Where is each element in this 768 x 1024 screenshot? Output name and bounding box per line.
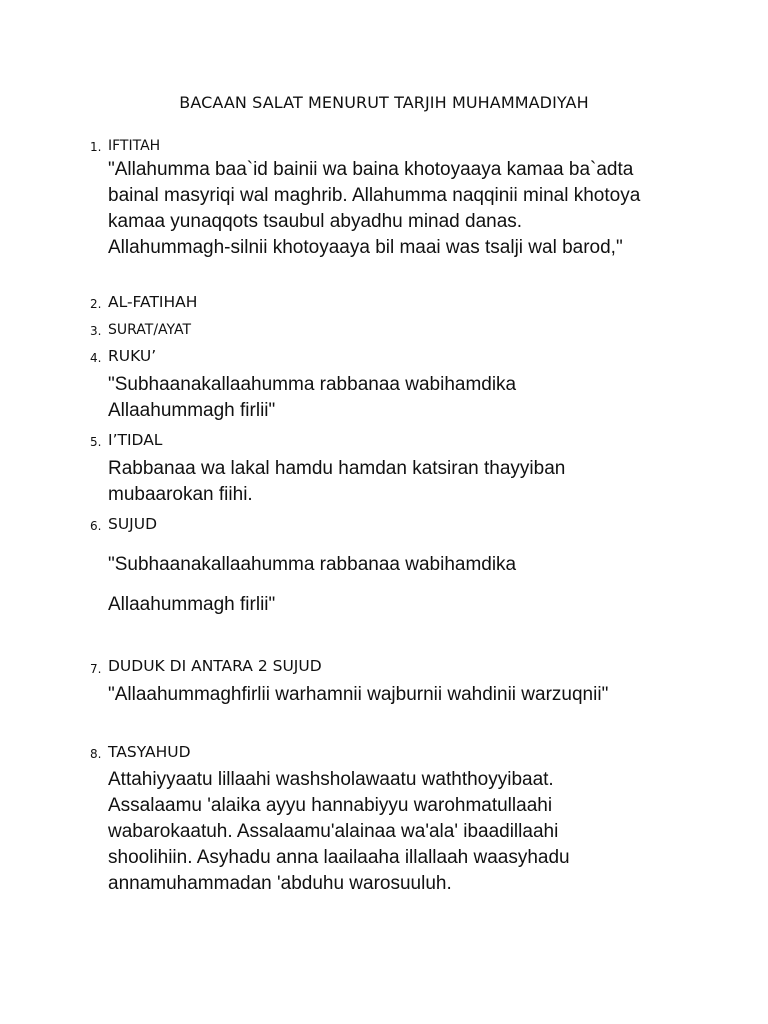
item-text-ruku: "Subhaanakallaahumma rabbanaa wabihamdika Allaahummagh firlii": [108, 374, 517, 421]
item-number: 4.: [90, 351, 102, 365]
item-heading-al-fatihah: AL-FATIHAH: [108, 293, 198, 311]
item-number: 1.: [90, 140, 102, 154]
item-text-duduk: "Allaahummaghfirlii warhamnii wajburnii wahdinii warzuqnii": [108, 684, 609, 705]
item-heading-surat-ayat: SURAT/AYAT: [108, 322, 192, 338]
item-heading-ruku: RUKU’: [108, 347, 157, 365]
item-number: 3.: [90, 324, 102, 338]
item-text-sujud-line2: Allaahummagh firlii": [108, 594, 276, 615]
item-number: 6.: [90, 519, 102, 533]
item-text-iftitah: "Allahumma baa`id bainii wa baina khotoyaaya kamaa ba`adta bainal masyriqi wal maghrib. Allahumma naqqinii minal khotoya kamaa yunaqqots tsaubul abyadhu minad danas. Allahummagh-silnii khotoyaaya bil maai was tsalji wal barod,": [108, 159, 641, 258]
item-number: 8.: [90, 747, 102, 761]
item-text-tasyahud: Attahiyyaatu lillaahi washsholawaatu waththoyyibaat. Assalaamu 'alaika ayyu hannabiyyu warohmatullaahi wabarokaatuh. Assalaamu'alainaa wa'ala' ibaadillaahi shoolihiin. Asyhadu anna laailaaha illallaah waasyhadu annamuhammadan 'abduhu warosuuluh.: [108, 769, 570, 894]
item-number: 2.: [90, 297, 102, 311]
item-heading-iftitah: IFTITAH: [108, 138, 161, 154]
item-number: 5.: [90, 435, 102, 449]
item-number: 7.: [90, 662, 102, 676]
item-heading-sujud: SUJUD: [108, 515, 158, 533]
item-text-itidal: Rabbanaa wa lakal hamdu hamdan katsiran thayyiban mubaarokan fiihi.: [108, 458, 566, 505]
item-heading-duduk: DUDUK DI ANTARA 2 SUJUD: [108, 657, 322, 675]
document-title: BACAAN SALAT MENURUT TARJIH MUHAMMADIYAH: [179, 93, 589, 112]
item-heading-tasyahud: TASYAHUD: [108, 743, 191, 761]
item-text-sujud: "Subhaanakallaahumma rabbanaa wabihamdika: [108, 554, 517, 575]
item-heading-itidal: I’TIDAL: [108, 431, 163, 449]
